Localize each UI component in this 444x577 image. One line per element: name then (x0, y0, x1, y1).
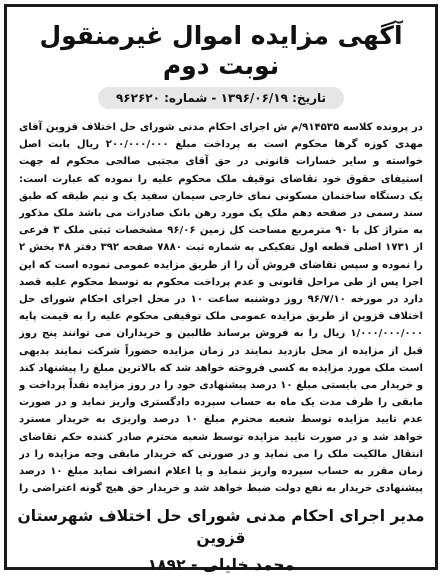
notice-footer (7, 505, 435, 577)
auction-notice (4, 4, 438, 574)
notice-title: آگهی مزایده اموال غیرمنقول نوبت دوم (39, 21, 403, 80)
signer-name: محمد خلیلی - ۱۸۹۲ (147, 556, 295, 574)
notice-body: در پرونده کلاسه ۹۱۴۵۳۵/م ش اجرای احکام مدنی شورای حل اختلاف قزوین آقای مهدی کوزه گرها محکوم است به پرداخت مبلغ ۲۰۰/۰۰۰/۰۰۰ ریال بابت اصل خواسته و سایر خسارات قانونی در حق آقای مجتبی صالحی محکوم له جهت استیفای حقوق خود تقاضای توقیف ملک محکوم علیه را نموده که عبارت است: یک دستگاه ساختمان مسکونی نمای خارجی سیمان سفید یک و نیم طبقه که طبق سند رسمی در صفحه دهم ملک یک مورد رهن بانک صادرات می باشد ملک مذکور به متراژ کل با ۹۰ مترمربع مساحت کل زمین ۹۶/۰۶ مشخصات ثبتی ملک ۳ فرعی از ۱۷۳۱ اصلی قطعه اول تفکیکی به شماره ثبت ۷۸۸۰ صفحه ۳۹۲ دفتر ۴۸ بخش ۲ را نموده و سپس تقاضای فروش آن را از طریق مزایده عمومی نموده است که این اجرا پس از طی مراحل قانونی و عدم پرداخت محکوم به توسط محکوم علیه قصد دارد در مورخه ۹۶/۷/۱۰ روز دوشنبه ساعت ۱۰ در محل اجرای احکام شورای حل اختلاف قزوین از طریق مزایده عمومی ملک توقیفی محکوم علیه را به قیمت پایه ۱/۰۰۰/۰۰۰/۰۰۰ ریال را به فروش برساند طالبین و خریداران می توانند پنج روز قبل از مزایده از محل بازدید نمایند در زمان مزایده حضوراً شرکت نمایند بدیهی است ملک مورد مزایده به کسی فروخته خواهد شد که بالاترین مبلغ را پیشنهاد کند و خریدار می بایستی مبلغ ۱۰ درصد پیشنهادی خود را در روز مزایده نقداً پرداخت و مابقی را ظرف مدت یک ماه به حساب سپرده دادگستری واریز نماید و در صورت عدم تایید مزایده توسط شعبه محترم مبلغ ۱۰ درصد واریزی به خریدار مسترد خواهد شد و در صورت تایید مزایده توسط شعبه محترم صادر کننده حکم تقاضای انتقال مالکیت ملک را می نماید و در صورتی که خریدار مابقی وجه مزایده را در زمان مقرر به حساب سپرده واریز ننماید و یا اعلام انصراف نماید مبلغ ۱۰ درصد پیشنهادی خریدار به نفع دولت ضبط خواهد شد و خریدار حق هیچ گونه اعتراضی را (19, 122, 423, 495)
meta-row (7, 87, 435, 109)
issuing-authority: مدیر اجرای احکام مدنی شورای حل اختلاف شهرستان قزوین (17, 507, 425, 547)
date-number-badge: تاریخ: ۱۳۹۶/۰۶/۱۹ - شماره: ۹۶۲۶۲۰ (98, 87, 344, 109)
